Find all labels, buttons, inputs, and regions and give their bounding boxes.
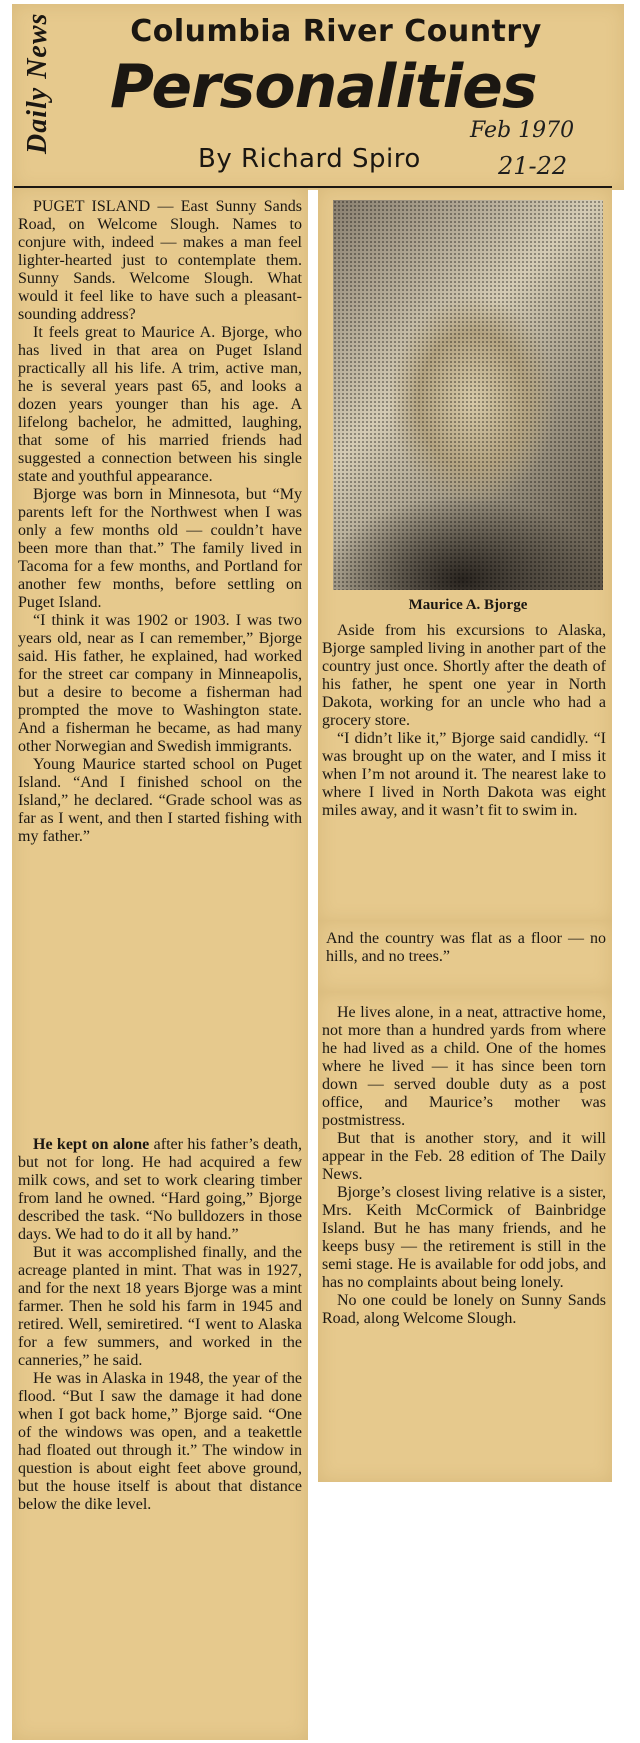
left-column-lower xyxy=(18,1136,302,1514)
byline: By Richard Spiro xyxy=(198,144,421,174)
paragraph: He lives alone, in a neat, attractive home, not more than a hundred yards from where he had lived as a child. One of the homes where he lived — it has since been torn down — served double duty as a post office, and Maurice’s mother was postmistress. xyxy=(322,1004,606,1129)
subhead-lead: He kept on alone xyxy=(33,1136,150,1153)
paragraph: Aside from his excursions to Alaska, Bjorge sampled living in another part of the country just once. Shortly after the death of his father, he spent one year in North Dakota, working for an uncle who had a grocery store. xyxy=(322,622,606,729)
paragraph: But it was accomplished finally, and the acreage planted in mint. That was in 1927, and for the next 18 years Bjorge was a mint farmer. Then he sold his farm in 1945 and retired. Well, semiretired. “I went to Alaska for a few summers, and worked in the canneries,” he said. xyxy=(18,1244,302,1369)
paragraph: “I think it was 1902 or 1903. I was two years old, near as I can remember,” Bjorge said. His father, he explained, had worked for the street car company in Minneapolis, but a desire to become a fisherman had prompted the move to Washington state. And a fisherman he became, as had many other Norwegian and Swedish immigrants. xyxy=(18,612,302,755)
paragraph xyxy=(18,1136,302,1244)
right-column-middle xyxy=(326,930,606,966)
portrait-photo xyxy=(333,200,603,590)
right-column-lower xyxy=(322,1004,606,1328)
paragraph: And the country was flat as a floor — no hills, and no trees.” xyxy=(326,930,606,965)
left-column-upper xyxy=(18,198,302,846)
paragraph: He was in Alaska in 1948, the year of the flood. “But I saw the damage it had done when I got back home,” Bjorge said. “One of the windows was open, and a teakettle had floated out through it.” The window in question is about eight feet above ground, but the house itself is about that distance below the dike level. xyxy=(18,1370,302,1513)
header-rule xyxy=(14,186,612,188)
handwritten-date: Feb 1970 xyxy=(470,118,575,143)
paragraph: Young Maurice started school on Puget Island. “And I finished school on the Island,” he declared. “Grade school was as far as I went, and then I started fishing with my father.” xyxy=(18,756,302,845)
handwritten-pages: 21-22 xyxy=(498,152,568,180)
paragraph: But that is another story, and it will appear in the Feb. 28 edition of The Daily News. xyxy=(322,1130,606,1183)
paragraph-text: after his father’s death, but not for long. He had acquired a few milk cows, and set to work clearing timber from land he owned. “Hard going,” Bjorge described the task. “No bulldozers in those days. We had to do it all by hand.” xyxy=(18,1136,302,1243)
right-column-upper xyxy=(322,622,606,820)
photo-caption: Maurice A. Bjorge xyxy=(408,597,528,613)
section-subtitle: Columbia River Country xyxy=(130,14,542,49)
paragraph: “I didn’t like it,” Bjorge said candidly. “I was brought up on the water, and I miss it when I’m not around it. The nearest lake to where I lived in North Dakota was eight miles away, and it wasn’t fit to swim in. xyxy=(322,730,606,819)
paragraph: Bjorge was born in Minnesota, but “My parents left for the Northwest when I was only a few months old — couldn’t have been more than that.” The family lived in Tacoma for a few months, and Portland for another few months, before settling on Puget Island. xyxy=(18,486,302,611)
masthead: Daily News xyxy=(22,12,53,154)
page-title: Personalities xyxy=(110,52,537,122)
paragraph: PUGET ISLAND — East Sunny Sands Road, on Welcome Slough. Names to conjure with, indeed — makes a man feel lighter-hearted just to contemplate them. Sunny Sands. Welcome Slough. What would it feel like to have such a pleasant-sounding address? xyxy=(18,198,302,323)
paragraph: It feels great to Maurice A. Bjorge, who has lived in that area on Puget Island practically all his life. A trim, active man, he is several years past 65, and looks a dozen years younger than his age. A lifelong bachelor, he admitted, laughing, that some of his married friends had suggested a connection between his single state and youthful appearance. xyxy=(18,324,302,485)
paragraph: No one could be lonely on Sunny Sands Road, along Welcome Slough. xyxy=(322,1292,606,1327)
paragraph: Bjorge’s closest living relative is a sister, Mrs. Keith McCormick of Bainbridge Island. But he has many friends, and he keeps busy — the retirement is still in the semi stage. He is available for odd jobs, and has no complaints about being lonely. xyxy=(322,1184,606,1291)
